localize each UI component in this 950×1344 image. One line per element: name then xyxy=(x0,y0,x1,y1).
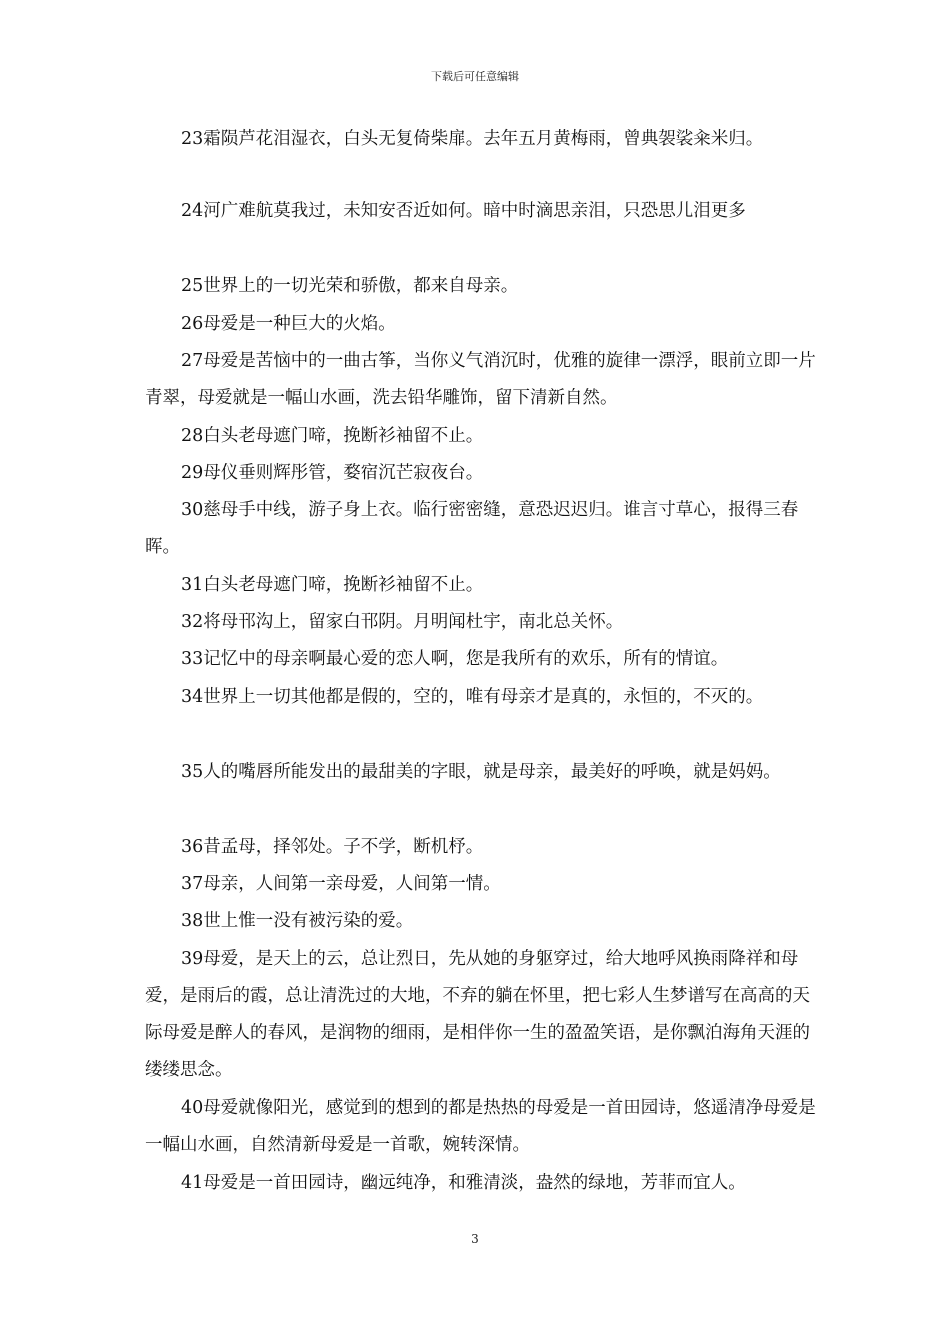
paragraph-36: 36昔孟母，择邻处。子不学，断机杼。 xyxy=(181,837,484,857)
paragraph-38: 38世上惟一没有被污染的爱。 xyxy=(181,911,414,931)
paragraph-34: 34世界上一切其他都是假的，空的，唯有母亲才是真的，永恒的，不灭的。 xyxy=(181,687,764,707)
paragraph-37: 37母亲，人间第一亲母爱，人间第一情。 xyxy=(181,874,501,894)
paragraph-28: 28白头老母遮门啼，挽断衫袖留不止。 xyxy=(181,426,484,446)
paragraph-39: 39母爱，是天上的云，总让烈日，先从她的身躯穿过，给大地呼风换雨降祥和母爱，是雨后的霞，总让清洗过的大地，不弃的躺在怀里，把七彩人生梦谱写在高高的天际母爱是醉人的春风，是润物的细雨，是相伴你一生的盈盈笑语，是你飘泊海角天涯的缕缕思念。 xyxy=(145,949,810,1080)
paragraph-27: 27母爱是苦恼中的一曲古筝，当你义气消沉时，优雅的旋律一漂浮，眼前立即一片青翠，母爱就是一幅山水画，洗去铅华雕饰，留下清新自然。 xyxy=(145,351,816,408)
paragraph-33: 33记忆中的母亲啊最心爱的恋人啊，您是我所有的欢乐，所有的情谊。 xyxy=(181,649,729,669)
paragraph-41: 41母爱是一首田园诗，幽远纯净，和雅清淡，盎然的绿地，芳菲而宜人。 xyxy=(181,1173,746,1193)
paragraph-24: 24河广难航莫我过，未知安否近如何。暗中时滴思亲泪，只恐思儿泪更多 xyxy=(181,201,746,221)
paragraph-32: 32将母邗沟上，留家白邗阴。月明闻杜宇，南北总关怀。 xyxy=(181,612,624,632)
paragraph-29: 29母仪垂则辉彤管，婺宿沉芒寂夜台。 xyxy=(181,463,484,483)
page-number: 3 xyxy=(471,1232,479,1246)
paragraph-26: 26母爱是一种巨大的火焰。 xyxy=(181,314,396,334)
paragraph-25: 25世界上的一切光荣和骄傲，都来自母亲。 xyxy=(181,276,519,296)
paragraph-40: 40母爱就像阳光，感觉到的想到的都是热热的母爱是一首田园诗，悠遥清净母爱是一幅山水画，自然清新母爱是一首歌，婉转深情。 xyxy=(145,1098,816,1155)
paragraph-35: 35人的嘴唇所能发出的最甜美的字眼，就是母亲，最美好的呼唤，就是妈妈。 xyxy=(181,762,781,782)
paragraph-23: 23霜陨芦花泪湿衣，白头无复倚柴扉。去年五月黄梅雨，曾典袈裟籴米归。 xyxy=(181,129,764,149)
page-header: 下载后可任意编辑 xyxy=(431,70,519,83)
paragraph-31: 31白头老母遮门啼，挽断衫袖留不止。 xyxy=(181,575,484,595)
paragraph-30: 30慈母手中线，游子身上衣。临行密密缝，意恐迟迟归。谁言寸草心，报得三春晖。 xyxy=(145,500,799,557)
